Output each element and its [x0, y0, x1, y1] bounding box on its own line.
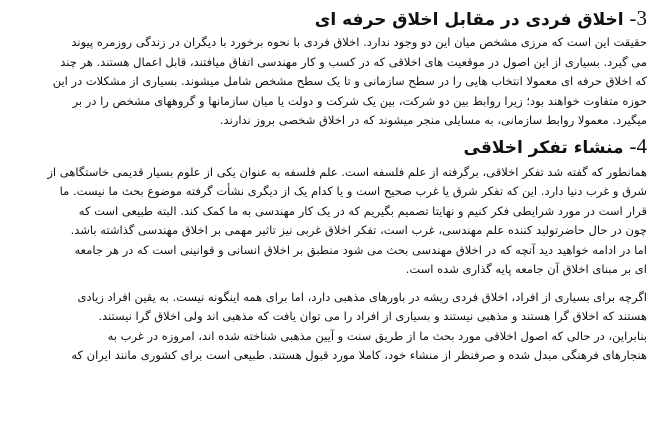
- paragraph-line: شرق و غرب دنیا دارد. این که تفکر شرق یا غرب صحیح است و یا کدام یک از دیگری نشأت گرفته موضوع بحث ما نیست. ما: [59, 184, 647, 198]
- section-4-number: 4-: [629, 133, 647, 158]
- paragraph-line: که اخلاق حرفه ای معمولا انتخاب هایی را در سطح سازمانی و تا یک سطح مشخص شامل میشوند. بسیاری از مشکلات در این: [52, 74, 647, 88]
- section-4-heading: [10, 133, 647, 163]
- section-3-number: 3-: [629, 6, 647, 30]
- paragraph-line: چون در حال حاضرتولید کننده علم مهندسی، غرب است، تفکر اخلاق غربی نیز تاثیر مهمی بر اخلاق مهندسی گذاشته باشد.: [70, 223, 647, 237]
- section-3-heading: [10, 5, 647, 33]
- paragraph-line: میگیرد. معمولا روابط سازمانی، به مسایلی منجر میشوند که در اخلاق شخصی بروز ندارند.: [219, 113, 647, 127]
- paragraph-line: می گیرد. بسیاری از این اصول در موقعیت های اخلاقی که در کسب و کار مهندسی اتفاق میافتند، قابل اعمال هستند. هر چند: [60, 54, 647, 69]
- paragraph-line: هنجارهای فرهنگی مبدل شده و صرفنظر از منشاء خود، کاملا مورد قبول هستند. طبیعی است برای کشوری مانند ایران که: [71, 348, 647, 362]
- paragraph-spacer: [10, 280, 647, 288]
- section-4-paragraph-1: [10, 163, 647, 280]
- section-4-title: منشاء تفکر اخلاقی: [463, 137, 630, 158]
- section-3-title: اخلاق فردی در مقابل اخلاق حرفه ای: [314, 10, 630, 30]
- section-3-paragraph: [10, 33, 647, 131]
- paragraph-line: همانطور که گفته شد تفکر اخلاقی، برگرفته از علم فلسفه است. علم فلسفه به عنوان یکی از علوم بسیار قدیمی خاستگاهی از: [47, 164, 647, 179]
- paragraph-line: اگرچه برای بسیاری از افراد، اخلاق فردی ریشه در باورهای مذهبی دارد، اما برای همه اینگونه نیست. به یقین افراد زیادی: [77, 289, 647, 304]
- paragraph-line: ای بر مبنای اخلاق آن جامعه پایه گذاری شده است.: [405, 262, 647, 276]
- section-4-paragraph-2: [10, 288, 647, 366]
- paragraph-line: بنابراین، در حالی که اصول اخلاقی مورد بحث ما از طریق سنت و آیین مذهبی شناخته شده اند، امروزه در غرب به: [107, 328, 647, 343]
- paragraph-line: قرار است در مورد شرایطی فکر کنیم و نهایتا تصمیم بگیریم که در یک کار مهندسی به ما کمک کند. البته طبیعی است که: [78, 203, 647, 218]
- paragraph-line: حقیقت این است که مرزی مشخص میان این دو وجود ندارد. اخلاق فردی با نحوه برخورد با دیگران در زندگی روزمره پیوند: [71, 35, 647, 49]
- paragraph-line: هستند که اخلاق گرا هستند و مذهبی نیستند و بسیاری از افراد را می توان یافت که مذهبی اند ولی اخلاق گرا نیستند.: [98, 309, 647, 323]
- paragraph-line: اما در ادامه خواهید دید آنچه که در اخلاق مهندسی بحث می شود منطبق بر اخلاق انسانی و قوانینی است که در هر جامعه: [74, 242, 647, 257]
- paragraph-line: حوزه متفاوت خواهند بود؛ زیرا روابط بین دو شرکت، بین یک شرکت و دولت یا میان سازمانها و گروههای مشخص را در بر: [72, 93, 647, 108]
